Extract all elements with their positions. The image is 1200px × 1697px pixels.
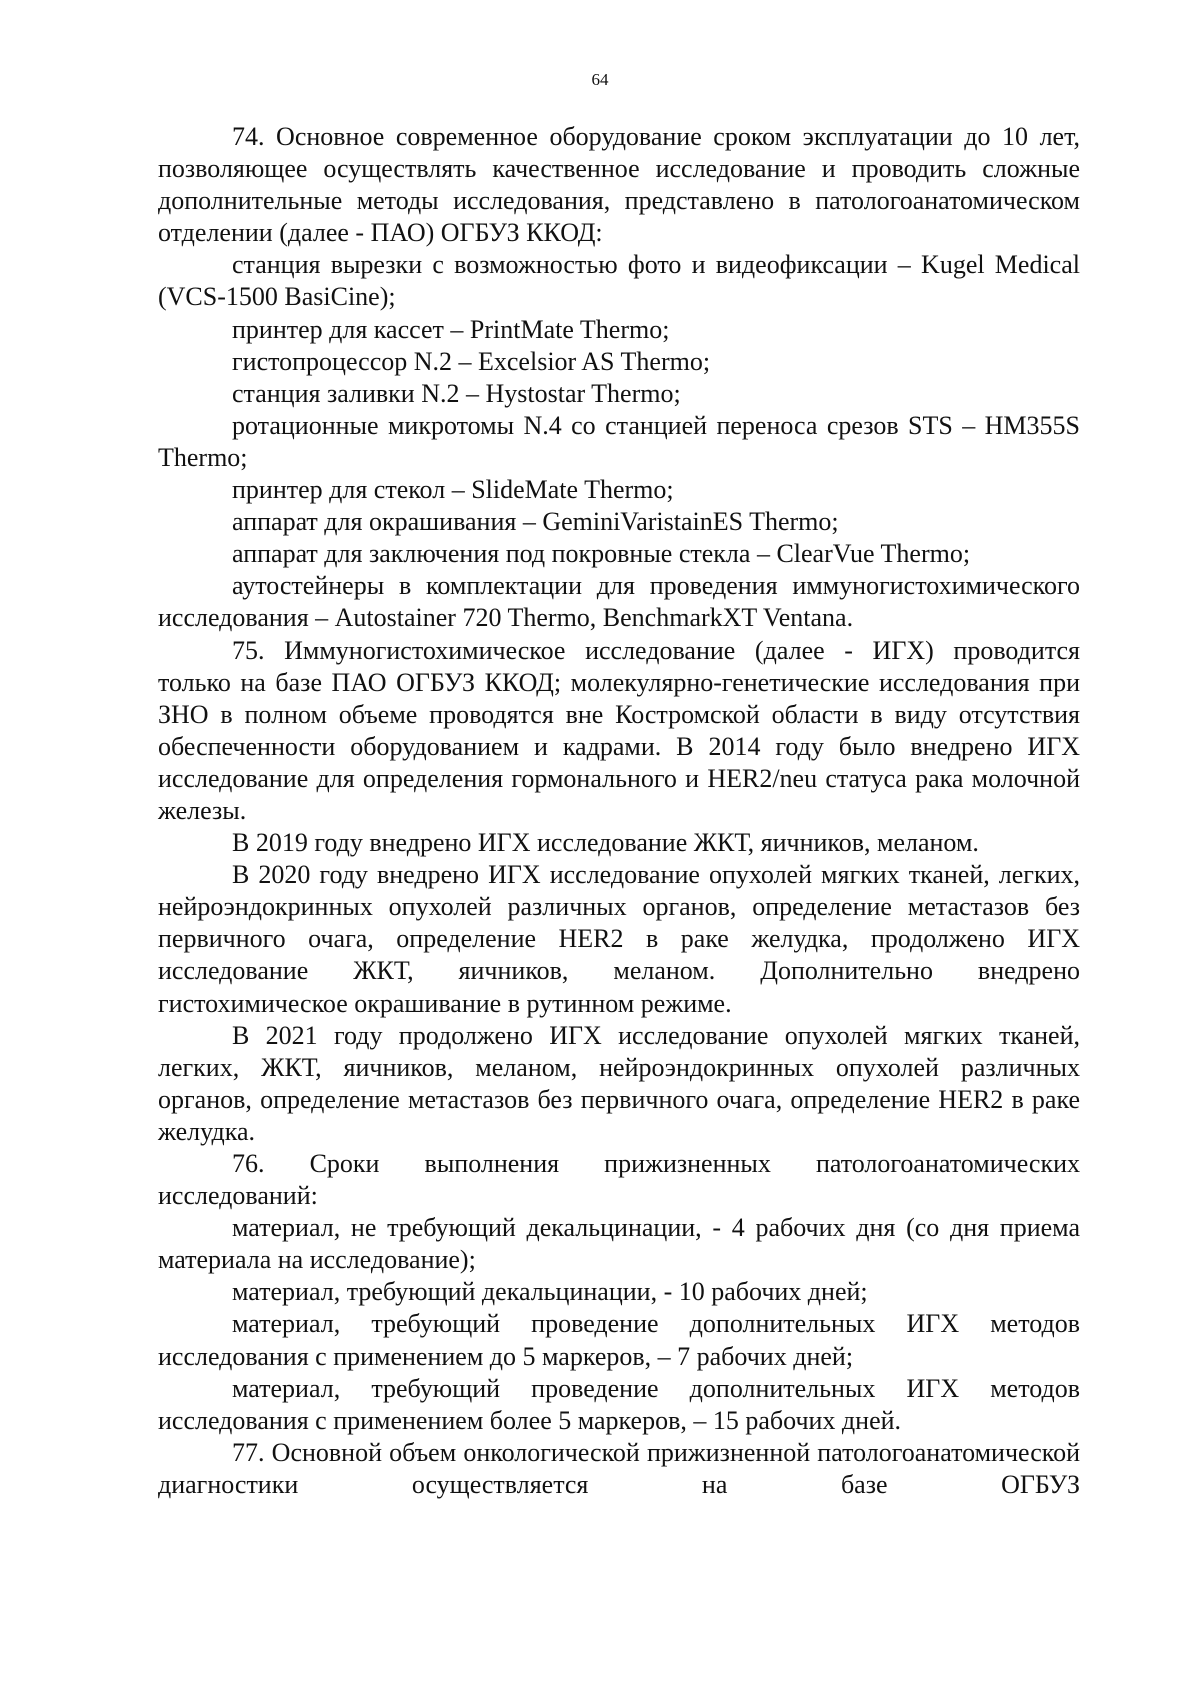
term-item-up-to-5-markers: материал, требующий проведение дополнительных ИГХ методов исследования с применением до 5 маркеров, – 7 рабочих дней; bbox=[158, 1309, 1080, 1371]
equipment-item-coverslipper: аппарат для заключения под покровные стекла – ClearVue Thermo; bbox=[232, 539, 971, 569]
paragraph-76: 76. Сроки выполнения прижизненных патологоанатомических исследований: bbox=[158, 1149, 1080, 1211]
term-item-more-than-5-markers: материал, требующий проведение дополнительных ИГХ методов исследования с применением более 5 маркеров, – 15 рабочих дней. bbox=[158, 1373, 1080, 1435]
term-item-decalcination: материал, требующий декальцинации, - 10 рабочих дней; bbox=[232, 1277, 868, 1307]
paragraph-2019: В 2019 году внедрено ИГХ исследование ЖКТ, яичников, меланом. bbox=[232, 828, 979, 858]
paragraph-77: 77. Основной объем онкологической прижизненной патологоанатомической диагностики осуществляется на базе ОГБУЗ bbox=[158, 1437, 1080, 1499]
equipment-item-embedding-station: станция заливки N.2 – Hystostar Thermo; bbox=[232, 378, 681, 408]
document-body bbox=[158, 121, 1080, 1501]
paragraph-2020: В 2020 году внедрено ИГХ исследование опухолей мягких тканей, легких, нейроэндокринных опухолей различных органов, определение метастазов без первичного очага, определение HER2 в раке желудка, продолжено ИГХ исследование ЖКТ, яичников, меланом. Дополнительно внедрено гистохимическое окрашивание в рутинном режиме. bbox=[158, 860, 1080, 1018]
equipment-item-slide-printer: принтер для стекол – SlideMate Thermo; bbox=[232, 475, 674, 505]
term-item-no-decalcination: материал, не требующий декальцинации, - 4 рабочих дня (со дня приема материала на исследование); bbox=[158, 1213, 1080, 1275]
equipment-item-histoprocessor: гистопроцессор N.2 – Excelsior AS Thermo; bbox=[232, 346, 711, 376]
page-number: 64 bbox=[591, 70, 609, 89]
equipment-item-cassette-printer: принтер для кассет – PrintMate Thermo; bbox=[232, 314, 670, 344]
equipment-item-microtomes: ротационные микротомы N.4 со станцией переноса срезов STS – HM355S Thermo; bbox=[158, 410, 1080, 472]
paragraph-74: 74. Основное современное оборудование сроком эксплуатации до 10 лет, позволяющее осуществлять качественное исследование и проводить сложные дополнительные методы исследования, представлено в патологоанатомическом отделении (далее - ПАО) ОГБУЗ ККОД: bbox=[158, 122, 1080, 248]
paragraph-75: 75. Иммуногистохимическое исследование (далее - ИГХ) проводится только на базе ПАО ОГБУЗ ККОД; молекулярно-генетические исследования при ЗНО в полном объеме проводятся вне Костромской области в виду отсутствия обеспеченности оборудованием и кадрами. В 2014 году было внедрено ИГХ исследование для определения гормонального и HER2/neu статуса рака молочной железы. bbox=[158, 635, 1080, 825]
paragraph-2021: В 2021 году продолжено ИГХ исследование опухолей мягких тканей, легких, ЖКТ, яичников, меланом, нейроэндокринных опухолей различных органов, определение метастазов без первичного очага, определение HER2 в раке желудка. bbox=[158, 1020, 1080, 1146]
equipment-item-staining-device: аппарат для окрашивания – GeminiVaristainES Thermo; bbox=[232, 507, 839, 537]
equipment-item-autostainers: аутостейнеры в комплектации для проведения иммуногистохимического исследования – Autostainer 720 Thermo, BenchmarkXT Ventana. bbox=[158, 571, 1080, 633]
equipment-item-cutting-station: станция вырезки с возможностью фото и видеофиксации – Kugel Medical (VCS-1500 BasiCine); bbox=[158, 250, 1080, 312]
